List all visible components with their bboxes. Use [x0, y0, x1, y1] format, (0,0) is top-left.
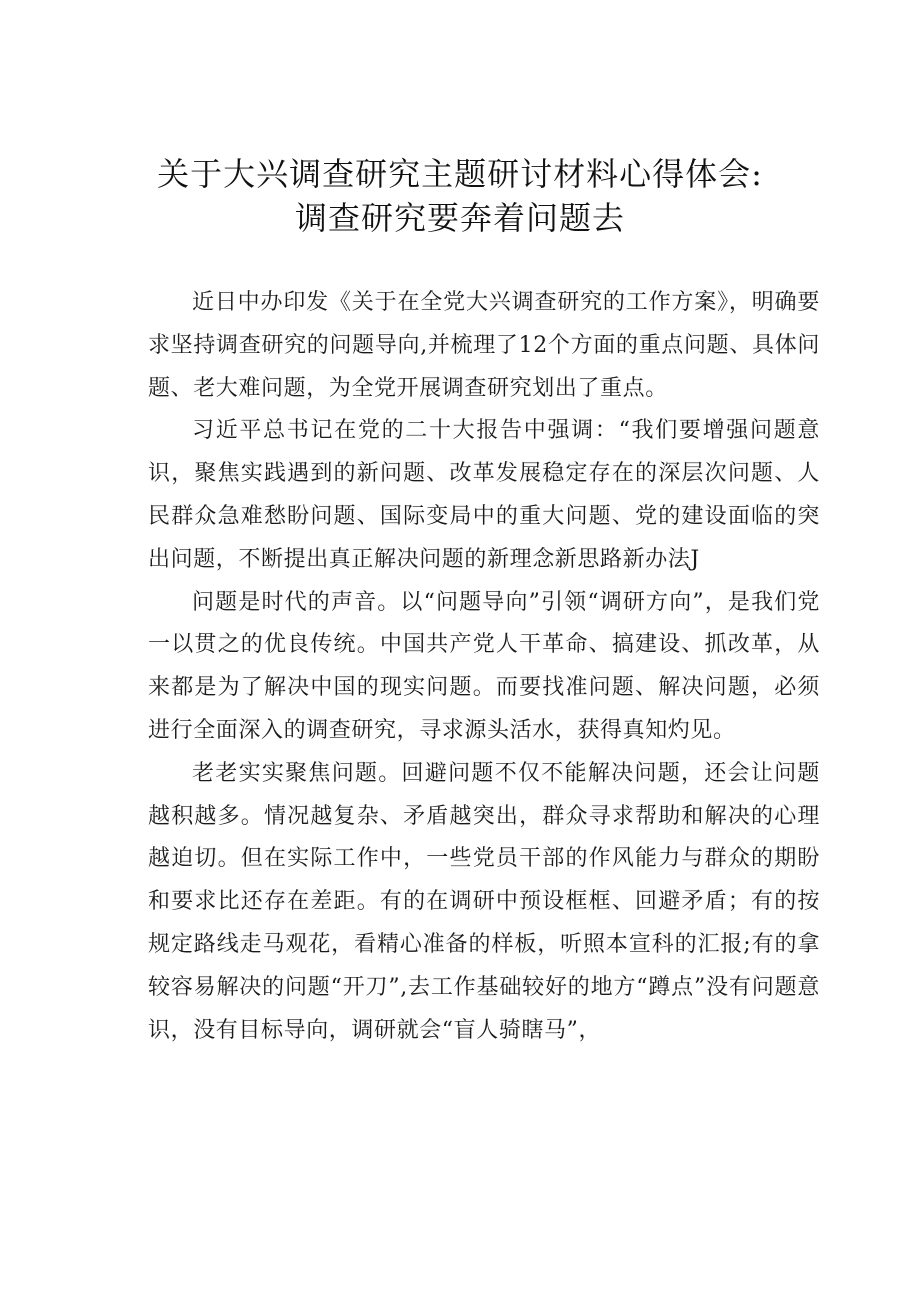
document-title-line-1: 关于大兴调查研究主题研讨材料心得体会: [157, 155, 763, 193]
document-body [148, 282, 820, 1052]
paragraph-1: 近日中办印发《关于在全党大兴调查研究的工作方案》，明确要求坚持调查研究的问题导向,并梳理了12个方面的重点问题、具体问题、老大难问题，为全党开展调查研究划出了重点。 [148, 290, 820, 401]
paragraph-3: 问题是时代的声音。以“问题导向”引领“调研方向”，是我们党一以贯之的优良传统。中国共产党人干革命、搞建设、抓改革，从来都是为了解决中国的现实问题。而要找准问题、解决问题，必须进行全面深入的调查研究，寻求源头活水，获得真知灼见。 [148, 589, 820, 743]
paragraph-4: 老老实实聚焦问题。回避问题不仅不能解决问题，还会让问题越积越多。情况越复杂、矛盾越突出，群众寻求帮助和解决的心理越迫切。但在实际工作中，一些党员干部的作风能力与群众的期盼和要求比还存在差距。有的在调研中预设框框、回避矛盾；有的按规定路线走马观花，看精心准备的样板，听照本宣科的汇报;有的拿较容易解决的问题“开刀”,去工作基础较好的地方“蹲点”没有问题意识，没有目标导向，调研就会“盲人骑瞎马”， [148, 760, 820, 1043]
document-title-line-2: 调查研究要奔着问题去 [294, 199, 625, 237]
paragraph-2: 习近平总书记在党的二十大报告中强调：“我们要增强问题意识，聚焦实践遇到的新问题、改革发展稳定存在的深层次问题、人民群众急难愁盼问题、国际变局中的重大问题、党的建设面临的突出问题，不断提出真正解决问题的新理念新思路新办法J [148, 418, 820, 572]
